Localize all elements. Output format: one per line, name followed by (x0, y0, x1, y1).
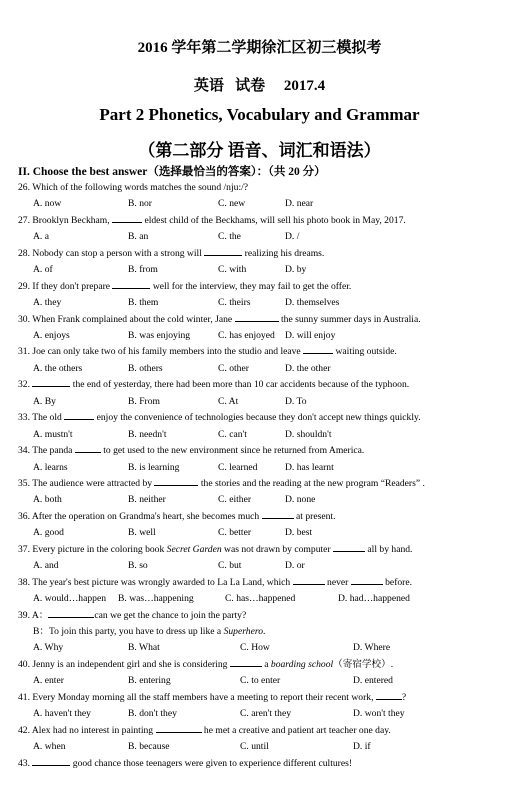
question-text: before. (382, 576, 413, 588)
answer-blank (262, 509, 294, 519)
option-a: A. now (33, 198, 62, 210)
question-text: good chance those teenagers were given to experience different cultures! (70, 757, 353, 769)
question-31 (18, 344, 513, 360)
question-34 (18, 443, 513, 459)
option-c: C. has…happened (225, 593, 296, 605)
question-37 (18, 542, 513, 558)
option-c: C. aren't they (240, 708, 292, 720)
question-text: the stories and the reading at the new program “Readers” . (198, 478, 425, 490)
question-text: ? (401, 691, 407, 703)
option-b: B. because (128, 741, 170, 753)
question-text: 26. Which of the following words matches the sound /nju:/? (18, 182, 249, 193)
question-33 (18, 410, 513, 426)
answer-blank (376, 690, 402, 700)
answer-blank (303, 344, 333, 354)
question-39 (18, 608, 513, 624)
option-d: D. themselves (285, 297, 340, 309)
question-text: a (261, 658, 271, 670)
option-d: D. / (285, 231, 300, 243)
question-30 (18, 312, 513, 328)
option-c: C. with (218, 264, 247, 276)
answer-blank (156, 723, 202, 733)
exam-title: 2016 学年第二学期徐汇区初三模拟考 (137, 40, 382, 56)
option-a: A. mustn't (33, 428, 73, 440)
question-text: he met a creative and patient art teacher one day. (201, 724, 391, 736)
option-a: A. of (33, 264, 53, 276)
question-text: . (263, 626, 266, 638)
question-text: 33. The old (18, 412, 65, 424)
option-d: D. none (285, 494, 316, 506)
option-a: A. and (33, 560, 59, 572)
question-text: the sunny summer days in Australia. (278, 313, 421, 325)
option-a: A. both (33, 494, 62, 506)
option-b: B. From (128, 395, 160, 407)
answer-blank (230, 657, 262, 667)
question-text: 29. If they don't prepare (18, 280, 113, 292)
option-d: D. entered (353, 675, 393, 687)
question-40 (18, 657, 513, 673)
options-30 (33, 328, 513, 344)
answer-blank (32, 377, 70, 387)
options-35 (33, 492, 513, 508)
book-title: Secret Garden (166, 543, 222, 555)
options-39 (33, 640, 513, 656)
answer-blank (48, 608, 94, 618)
options-31 (33, 361, 513, 377)
question-list (18, 180, 513, 772)
exam-subtitle: 英语 试卷 2017.4 (193, 78, 326, 94)
question-32 (18, 377, 513, 393)
costume-word: Superhero (223, 626, 264, 638)
question-text: enjoy the convenience of technologies because they don't accept new things quickly. (94, 412, 421, 424)
option-d: D. Where (353, 642, 391, 654)
question-text: 32. (18, 379, 33, 391)
options-40 (33, 673, 513, 689)
question-38 (18, 575, 513, 591)
question-text: 43. (18, 757, 33, 769)
option-c: C. can't (218, 428, 247, 440)
question-text: （寄宿学校）. (333, 658, 394, 670)
question-text: at present. (293, 510, 336, 522)
question-text: was not drawn by computer (221, 543, 334, 555)
question-text: 42. Alex had no interest in painting (18, 724, 156, 736)
option-b: B. entering (128, 675, 171, 687)
answer-blank (112, 279, 150, 289)
answer-blank (75, 443, 101, 453)
options-32 (33, 394, 513, 410)
option-b: B. What (128, 642, 160, 654)
options-26 (33, 196, 513, 212)
question-text: 31. Joe can only take two of his family members into the studio and leave (18, 346, 304, 358)
option-a: A. haven't they (33, 708, 91, 720)
option-c: C. At (218, 395, 239, 407)
option-b: B. needn't (128, 428, 167, 440)
question-text: 35. The audience were attracted by (18, 478, 155, 490)
question-text: 30. When Frank complained about the cold winter, Jane (18, 313, 235, 325)
question-text: realizing his dreams. (242, 247, 325, 259)
question-text: never (324, 576, 351, 588)
option-d: D. best (285, 527, 313, 539)
option-b: B. was enjoying (128, 330, 191, 342)
question-text: 39. A： (18, 609, 49, 621)
options-36 (33, 525, 513, 541)
options-42 (33, 739, 513, 755)
option-c: C. but (218, 560, 242, 572)
question-35 (18, 476, 513, 492)
question-text: B：To join this party, you have to dress up like a (33, 626, 224, 638)
option-b: B. was…happening (118, 593, 194, 605)
answer-blank (333, 542, 365, 552)
question-39-reply (18, 624, 513, 640)
option-c: C. new (218, 198, 246, 210)
question-29 (18, 279, 513, 295)
option-d: D. will enjoy (285, 330, 336, 342)
options-34 (33, 460, 513, 476)
option-b: B. an (128, 231, 149, 243)
options-27 (33, 229, 513, 245)
option-a: A. enter (33, 675, 64, 687)
question-text: well for the interview, they may fail to get the offer. (150, 280, 352, 292)
option-d: D. shouldn't (285, 428, 332, 440)
answer-blank (64, 410, 94, 420)
question-text: waiting outside. (333, 346, 397, 358)
option-c: C. until (240, 741, 269, 753)
option-a: A. By (33, 395, 56, 407)
option-d: D. or (285, 560, 305, 572)
option-b: B. nor (128, 198, 152, 210)
options-33 (33, 427, 513, 443)
question-text: can we get the chance to join the party? (94, 609, 247, 621)
options-28 (33, 262, 513, 278)
option-d: D. near (285, 198, 314, 210)
part-title-cn: （第二部分 语音、词汇和语法） (138, 141, 381, 160)
option-b: B. them (128, 297, 159, 309)
question-text: 34. The panda (18, 445, 75, 457)
question-36 (18, 509, 513, 525)
option-d: D. the other (285, 362, 331, 374)
option-a: A. enjoys (33, 330, 70, 342)
option-a: A. learns (33, 461, 68, 473)
question-text: to get used to the new environment since he returned from America. (100, 445, 365, 457)
answer-blank (32, 756, 70, 766)
option-a: A. good (33, 527, 64, 539)
question-text: 36. After the operation on Grandma's heart, she becomes much (18, 510, 262, 522)
question-text: 37. Every picture in the coloring book (18, 543, 167, 555)
key-term: boarding school (270, 658, 334, 670)
option-c: C. How (240, 642, 270, 654)
question-43 (18, 756, 513, 772)
option-a: A. a (33, 231, 49, 243)
option-b: B. well (128, 527, 156, 539)
question-42 (18, 723, 513, 739)
question-text: eldest child of the Beckhams, will sell his photo book in May, 2017. (142, 214, 406, 226)
answer-blank (204, 246, 242, 256)
option-d: D. To (285, 395, 307, 407)
option-a: A. they (33, 297, 62, 309)
option-c: C. theirs (218, 297, 251, 309)
option-a: A. would…happen (33, 593, 107, 605)
part-title-en: Part 2 Phonetics, Vocabulary and Grammar (99, 105, 420, 124)
question-26 (18, 180, 513, 196)
question-text: 41. Every Monday morning all the staff members have a meeting to report their recent work, (18, 691, 376, 703)
option-b: B. don't they (128, 708, 177, 720)
option-a: A. the others (33, 362, 83, 374)
question-text: 40. Jenny is an independent girl and she is considering (18, 658, 230, 670)
answer-blank (154, 476, 198, 486)
question-text: 27. Brooklyn Beckham, (18, 214, 113, 226)
option-b: B. is learning (128, 461, 180, 473)
options-41 (33, 706, 513, 722)
options-29 (33, 295, 513, 311)
option-a: A. when (33, 741, 66, 753)
option-c: C. the (218, 231, 241, 243)
option-b: B. so (128, 560, 148, 572)
option-d: D. won't they (353, 708, 405, 720)
question-text: the end of yesterday, there had been more than 10 car accidents because of the typhoon. (70, 379, 410, 391)
option-b: B. from (128, 264, 158, 276)
options-38 (33, 591, 513, 607)
question-27 (18, 213, 513, 229)
question-28 (18, 246, 513, 262)
option-c: C. to enter (240, 675, 281, 687)
question-text: 28. Nobody can stop a person with a strong will (18, 247, 205, 259)
section-heading: II. Choose the best answer（选择最恰当的答案）：（共 20 分） (18, 166, 326, 178)
option-d: D. has learnt (285, 461, 334, 473)
option-c: C. has enjoyed (218, 330, 275, 342)
question-text: all by hand. (365, 543, 413, 555)
question-41 (18, 690, 513, 706)
options-37 (33, 558, 513, 574)
option-c: C. learned (218, 461, 258, 473)
option-c: C. other (218, 362, 249, 374)
option-d: D. by (285, 264, 307, 276)
option-b: B. others (128, 362, 163, 374)
option-c: C. either (218, 494, 252, 506)
option-c: C. better (218, 527, 252, 539)
answer-blank (351, 575, 383, 585)
option-b: B. neither (128, 494, 166, 506)
option-d: D. if (353, 741, 371, 753)
answer-blank (112, 213, 142, 223)
answer-blank (293, 575, 325, 585)
option-a: A. Why (33, 642, 64, 654)
option-d: D. had…happened (338, 593, 410, 605)
answer-blank (235, 312, 279, 322)
question-text: 38. The year's best picture was wrongly awarded to La La Land, which (18, 576, 293, 588)
